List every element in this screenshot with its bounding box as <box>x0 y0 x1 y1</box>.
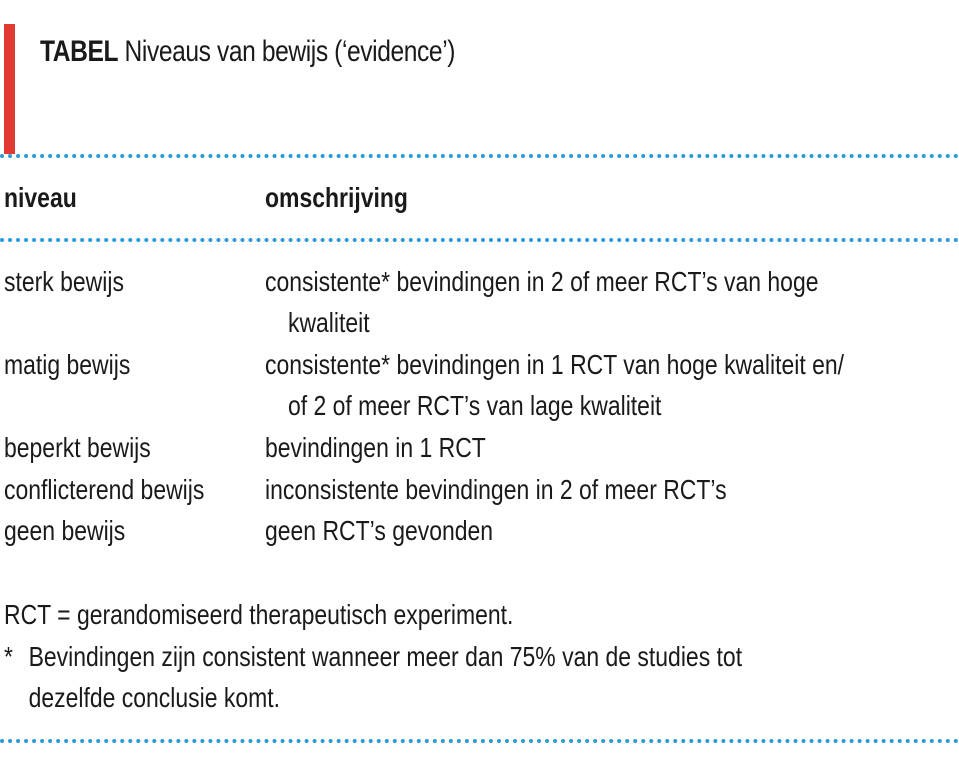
divider-bottom <box>0 739 959 743</box>
row-description-beperkt: bevindingen in 1 RCT <box>265 432 486 463</box>
row-level-conflicterend: conflicterend bewijs <box>4 474 205 505</box>
row-description-geen: geen RCT’s gevonden <box>265 515 494 546</box>
divider-top <box>0 154 959 158</box>
table-title-text: Niveaus van bewijs (‘evidence’) <box>124 35 456 68</box>
note-consistency-line1 <box>4 636 742 677</box>
divider-header <box>0 238 959 242</box>
note-rct-definition: RCT = gerandomiseerd therapeutisch experiment. <box>4 599 514 630</box>
note-consistency-text1: Bevindingen zijn consistent wanneer meer dan 75% van de studies tot <box>28 641 743 672</box>
row-description-matig-line2: of 2 of meer RCT’s van lage kwaliteit <box>287 390 662 421</box>
row-description-matig-line1: consistente* bevindingen in 1 RCT van hoge kwaliteit en/ <box>265 349 845 380</box>
row-level-matig: matig bewijs <box>4 349 131 380</box>
table-title-tag: TABEL <box>40 35 119 68</box>
row-description-sterk-line2: kwaliteit <box>287 307 370 338</box>
note-consistency-line2: dezelfde conclusie komt. <box>28 682 281 713</box>
header-level: niveau <box>4 182 77 213</box>
table-title <box>40 32 455 72</box>
row-description-sterk-line1: consistente* bevindingen in 2 of meer RCT’s van hoge <box>265 266 819 297</box>
row-level-beperkt: beperkt bewijs <box>4 432 151 463</box>
row-level-geen: geen bewijs <box>4 515 126 546</box>
row-level-sterk: sterk bewijs <box>4 266 124 297</box>
accent-bar <box>4 24 15 154</box>
row-description-conflicterend: inconsistente bevindingen in 2 of meer RCT’s <box>265 474 727 505</box>
header-description: omschrijving <box>265 182 408 213</box>
note-asterisk: * <box>4 641 13 672</box>
